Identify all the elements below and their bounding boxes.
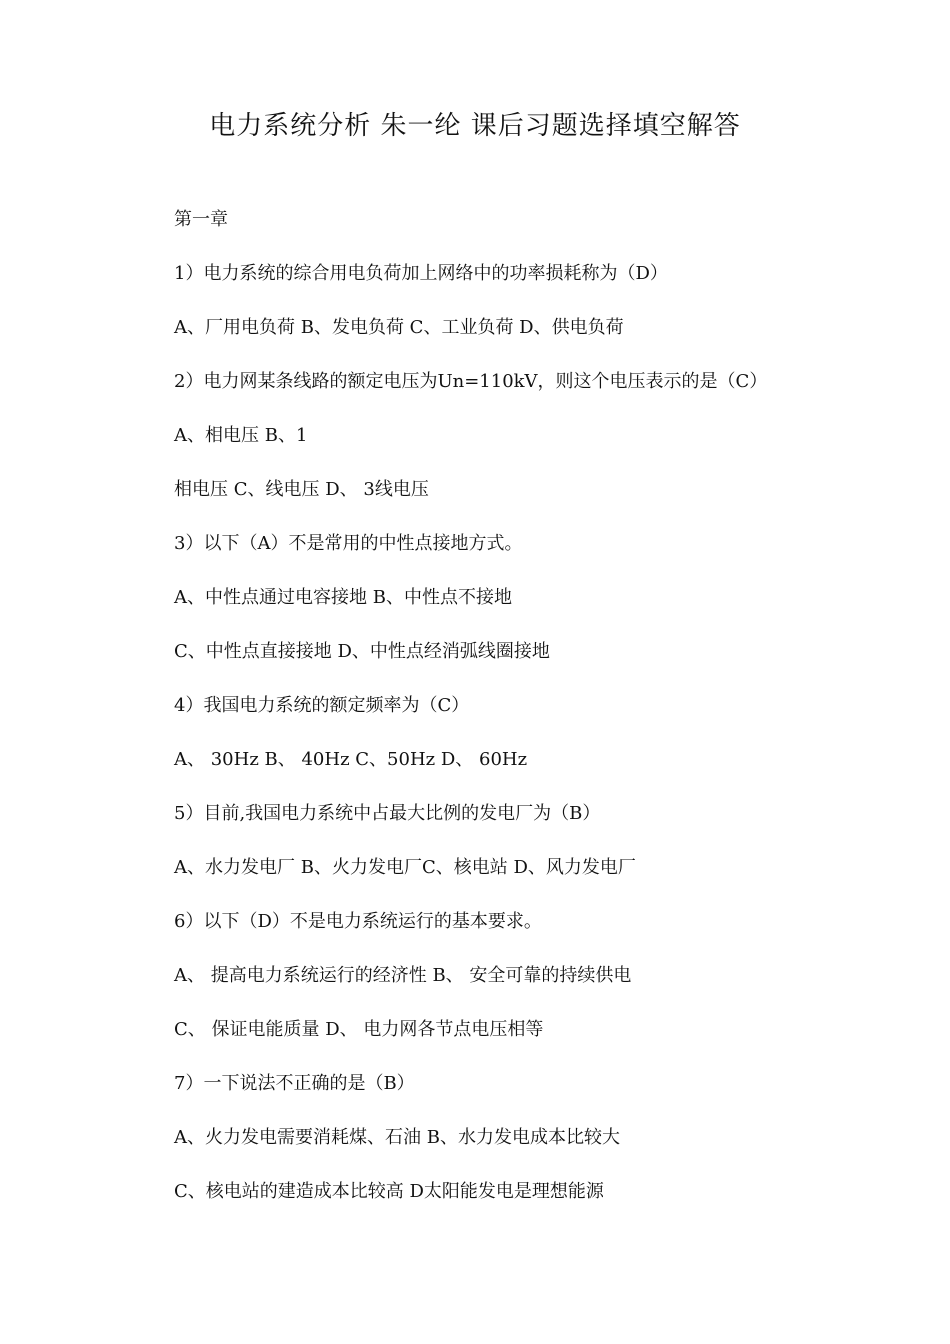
chapter-heading: 第一章 [174,209,228,230]
question-2-options-part-2: 相电压 C、线电压 D、 3线电压 [174,479,429,500]
question-3: 3）以下（A）不是常用的中性点接地方式。 [174,533,523,554]
document-title: 电力系统分析 朱一纶 课后习题选择填空解答 [209,111,741,141]
question-3-options-part-2: C、中性点直接接地 D、中性点经消弧线圈接地 [174,641,550,662]
question-6-options-part-1: A、 提高电力系统运行的经济性 B、 安全可靠的持续供电 [174,965,632,986]
question-2-options-part-1: A、相电压 B、1 [174,425,308,446]
question-1-options: A、厂用电负荷 B、发电负荷 C、工业负荷 D、供电负荷 [174,317,624,338]
question-6-options-part-2: C、 保证电能质量 D、 电力网各节点电压相等 [174,1019,544,1040]
question-7-options-part-1: A、火力发电需要消耗煤、石油 B、水力发电成本比较大 [174,1127,620,1148]
question-5: 5）目前,我国电力系统中占最大比例的发电厂为（B） [174,803,601,824]
question-4-options: A、 30Hz B、 40Hz C、50Hz D、 60Hz [174,749,528,770]
question-2: 2）电力网某条线路的额定电压为Un=110kV，则这个电压表示的是（C） [174,371,768,392]
question-1: 1）电力系统的综合用电负荷加上网络中的功率损耗称为（D） [174,263,668,284]
question-7-options-part-2: C、核电站的建造成本比较高 D太阳能发电是理想能源 [174,1181,604,1202]
question-4: 4）我国电力系统的额定频率为（C） [174,695,470,716]
question-7: 7）一下说法不正确的是（B） [174,1073,415,1094]
question-5-options: A、水力发电厂 B、火力发电厂C、核电站 D、风力发电厂 [174,857,636,878]
question-3-options-part-1: A、中性点通过电容接地 B、中性点不接地 [174,587,512,608]
question-6: 6）以下（D）不是电力系统运行的基本要求。 [174,911,542,932]
